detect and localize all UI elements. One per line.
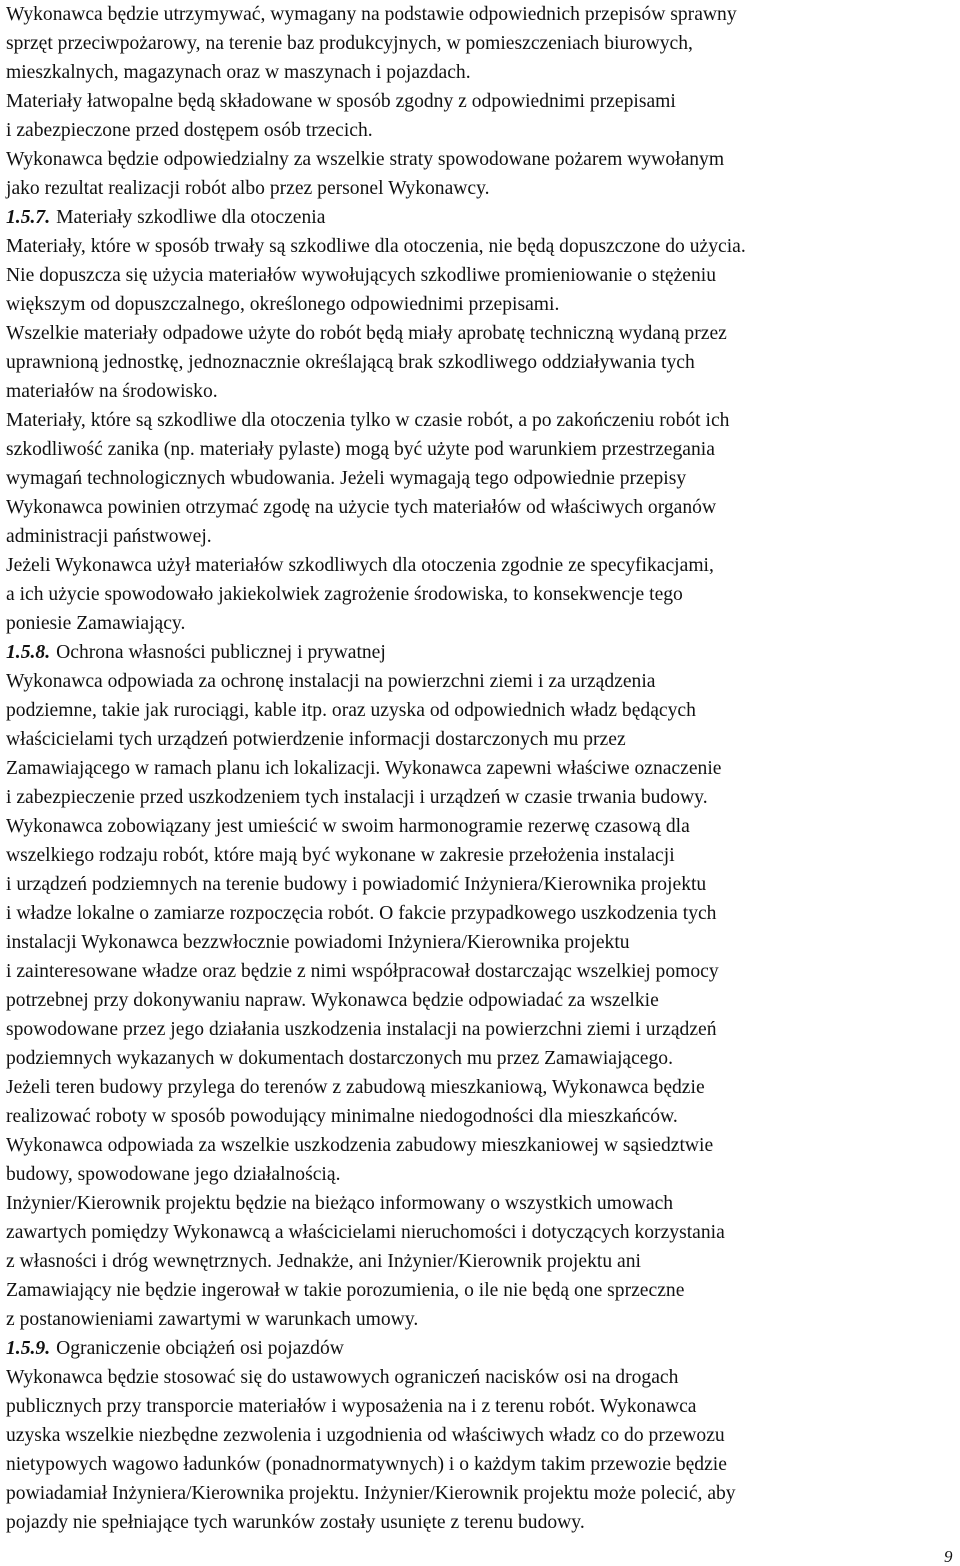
body-text-line: Zamawiający nie będzie ingerował w takie porozumienia, o ile nie będą one sprzeczne <box>6 1280 685 1301</box>
body-text-line: spowodowane przez jego działania uszkodzenia instalacji na powierzchni ziemi i urządzeń <box>6 1019 717 1040</box>
section-heading-1-5-9 <box>6 1339 344 1359</box>
body-text-line: i zainteresowane władze oraz będzie z nimi współpracował dostarczając wszelkiej pomocy <box>6 961 719 982</box>
body-text-line: podziemnych wykazanych w dokumentach dostarczonych mu przez Zamawiającego. <box>6 1048 674 1069</box>
section-heading-1-5-8 <box>6 643 386 663</box>
body-text-line: większym od dopuszczalnego, określonego odpowiednimi przepisami. <box>6 294 560 315</box>
body-text-line: materiałów na środowisko. <box>6 381 218 402</box>
body-text-line: Wykonawca powinien otrzymać zgodę na użycie tych materiałów od właściwych organów <box>6 497 717 518</box>
section-title: Ograniczenie obciążeń osi pojazdów <box>56 1338 344 1359</box>
body-text-line: powiadamiał Inżyniera/Kierownika projektu. Inżynier/Kierownik projektu może polecić, aby <box>6 1483 736 1504</box>
body-text-line: z własności i dróg wewnętrznych. Jednakże, ani Inżynier/Kierownik projektu ani <box>6 1251 641 1272</box>
section-number: 1.5.7. <box>6 207 51 228</box>
body-text-line: Wykonawca będzie odpowiedzialny za wszelkie straty spowodowane pożarem wywołanym <box>6 149 725 170</box>
body-text-line: i zabezpieczenie przed uszkodzeniem tych instalacji i urządzeń w czasie trwania budowy. <box>6 787 708 808</box>
body-text-line: zawartych pomiędzy Wykonawcą a właścicielami nieruchomości i dotyczących korzystania <box>6 1222 725 1243</box>
body-text-line: Jeżeli Wykonawca użył materiałów szkodliwych dla otoczenia zgodnie ze specyfikacjami, <box>6 555 714 576</box>
body-text-line: wszelkiego rodzaju robót, które mają być wykonane w zakresie przełożenia instalacji <box>6 845 675 866</box>
body-text-line: Jeżeli teren budowy przylega do terenów z zabudową mieszkaniową, Wykonawca będzie <box>6 1077 705 1098</box>
body-text-line: uprawnioną jednostkę, jednoznacznie określającą brak szkodliwego oddziaływania tych <box>6 352 695 373</box>
body-text-line: administracji państwowej. <box>6 526 212 547</box>
body-text-line: Materiały łatwopalne będą składowane w sposób zgodny z odpowiednimi przepisami <box>6 91 676 112</box>
body-text-line: Materiały, które są szkodliwe dla otoczenia tylko w czasie robót, a po zakończeniu robót ich <box>6 410 730 431</box>
body-text-line: Wykonawca zobowiązany jest umieścić w swoim harmonogramie rezerwę czasową dla <box>6 816 690 837</box>
body-text-line: realizować roboty w sposób powodujący minimalne niedogodności dla mieszkańców. <box>6 1106 678 1127</box>
body-text-line: Nie dopuszcza się użycia materiałów wywołujących szkodliwe promieniowanie o stężeniu <box>6 265 717 286</box>
body-text-line: i urządzeń podziemnych na terenie budowy i powiadomić Inżyniera/Kierownika projektu <box>6 874 707 895</box>
body-text-line: budowy, spowodowane jego działalnością. <box>6 1164 341 1185</box>
body-text-line: Wykonawca odpowiada za ochronę instalacji na powierzchni ziemi i za urządzenia <box>6 671 656 692</box>
body-text-line: i zabezpieczone przed dostępem osób trzecich. <box>6 120 373 141</box>
section-title: Ochrona własności publicznej i prywatnej <box>56 642 386 663</box>
body-text-line: szkodliwość zanika (np. materiały pylaste) mogą być użyte pod warunkiem przestrzegania <box>6 439 715 460</box>
body-text-line: instalacji Wykonawca bezzwłocznie powiadomi Inżyniera/Kierownika projektu <box>6 932 630 953</box>
body-text-line: Wykonawca odpowiada za wszelkie uszkodzenia zabudowy mieszkaniowej w sąsiedztwie <box>6 1135 714 1156</box>
section-number: 1.5.9. <box>6 1338 51 1359</box>
section-heading-1-5-7 <box>6 208 325 228</box>
body-text-line: Wykonawca będzie utrzymywać, wymagany na podstawie odpowiednich przepisów sprawny <box>6 4 737 25</box>
body-text-line: i władze lokalne o zamiarze rozpoczęcia robót. O fakcie przypadkowego uszkodzenia tych <box>6 903 717 924</box>
body-text-line: uzyska wszelkie niezbędne zezwolenia i uzgodnienia od właściwych władz co do przewozu <box>6 1425 725 1446</box>
page-number: 9 <box>944 1547 953 1566</box>
body-text-line: potrzebnej przy dokonywaniu napraw. Wykonawca będzie odpowiadać za wszelkie <box>6 990 659 1011</box>
body-text-line: sprzęt przeciwpożarowy, na terenie baz produkcyjnych, w pomieszczeniach biurowych, <box>6 33 693 54</box>
body-text-line: publicznych przy transporcie materiałów i wyposażenia na i z terenu robót. Wykonawca <box>6 1396 697 1417</box>
body-text-line: pojazdy nie spełniające tych warunków zostały usunięte z terenu budowy. <box>6 1512 585 1533</box>
body-text-line: jako rezultat realizacji robót albo przez personel Wykonawcy. <box>6 178 490 199</box>
body-text-line: mieszkalnych, magazynach oraz w maszynach i pojazdach. <box>6 62 471 83</box>
body-text-line: Inżynier/Kierownik projektu będzie na bieżąco informowany o wszystkich umowach <box>6 1193 674 1214</box>
body-text-line: Zamawiającego w ramach planu ich lokalizacji. Wykonawca zapewni właściwe oznaczenie <box>6 758 722 779</box>
body-text-line: z postanowieniami zawartymi w warunkach umowy. <box>6 1309 419 1330</box>
body-text-line: Wykonawca będzie stosować się do ustawowych ograniczeń nacisków osi na drogach <box>6 1367 679 1388</box>
section-title: Materiały szkodliwe dla otoczenia <box>56 207 326 228</box>
body-text-line: Wszelkie materiały odpadowe użyte do robót będą miały aprobatę techniczną wydaną przez <box>6 323 727 344</box>
section-number: 1.5.8. <box>6 642 51 663</box>
body-text-line: nietypowych wagowo ładunków (ponadnormatywnych) i o każdym takim przewozie będzie <box>6 1454 727 1475</box>
body-text-line: Materiały, które w sposób trwały są szkodliwe dla otoczenia, nie będą dopuszczone do użycia. <box>6 236 746 257</box>
body-text-line: a ich użycie spowodowało jakiekolwiek zagrożenie środowiska, to konsekwencje tego <box>6 584 683 605</box>
body-text-line: właścicielami tych urządzeń potwierdzenie informacji dostarczonych mu przez <box>6 729 626 750</box>
body-text-line: poniesie Zamawiający. <box>6 613 186 634</box>
body-text-line: wymagań technologicznych wbudowania. Jeżeli wymagają tego odpowiednie przepisy <box>6 468 687 489</box>
body-text-line: podziemne, takie jak rurociągi, kable itp. oraz uzyska od odpowiednich władz będących <box>6 700 696 721</box>
